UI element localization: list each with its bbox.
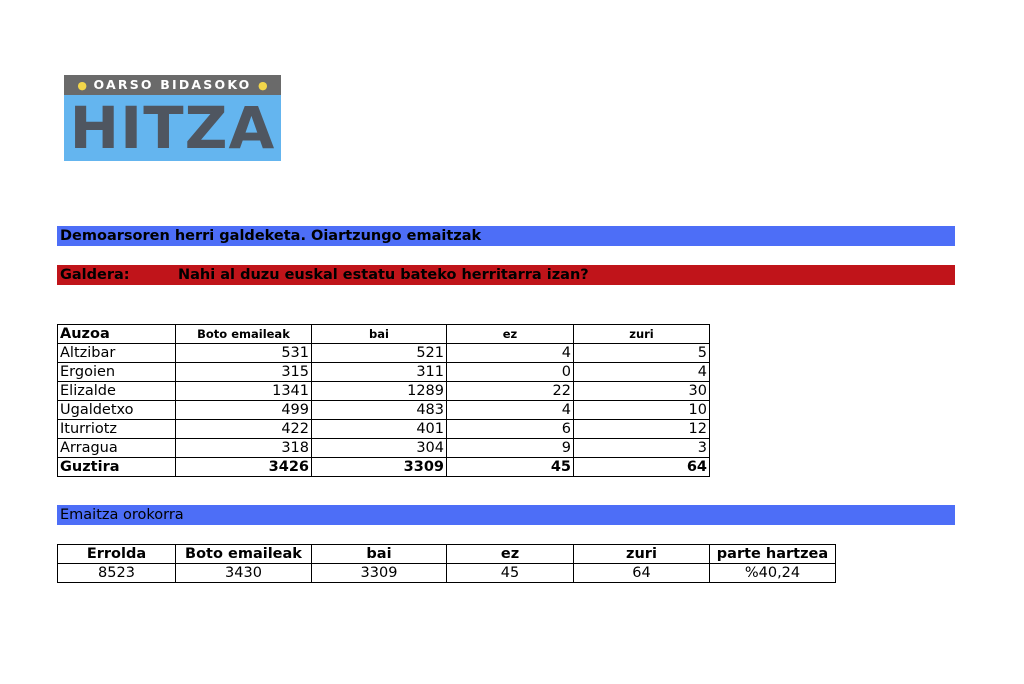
- column-header: bai: [312, 545, 447, 564]
- summary-bar: [57, 505, 955, 525]
- table-cell: 521: [312, 344, 447, 363]
- column-header: Boto emaileak: [176, 325, 312, 344]
- table-cell: 8523: [58, 564, 176, 583]
- table-row: [58, 401, 710, 420]
- table-row: [58, 439, 710, 458]
- table-cell: 0: [447, 363, 574, 382]
- table-cell: 3: [574, 439, 710, 458]
- logo-main-text: HITZA: [69, 94, 276, 162]
- results-table: [57, 324, 710, 477]
- table-cell: 3309: [312, 564, 447, 583]
- logo-top-text: OARSO BIDASOKO: [93, 77, 252, 92]
- table-cell: 4: [574, 363, 710, 382]
- table-cell: 64: [574, 564, 710, 583]
- column-header: zuri: [574, 325, 710, 344]
- table-cell: Ugaldetxo: [58, 401, 176, 420]
- table-row: [58, 344, 710, 363]
- table-cell: 5: [574, 344, 710, 363]
- table-row: [58, 564, 836, 583]
- table-cell: 64: [574, 458, 710, 477]
- table-cell: 45: [447, 564, 574, 583]
- table-cell: 10: [574, 401, 710, 420]
- hitza-logo: [64, 75, 281, 161]
- question-label: Galdera:: [60, 267, 130, 283]
- table-cell: 3430: [176, 564, 312, 583]
- table-cell: 12: [574, 420, 710, 439]
- table-cell: 45: [447, 458, 574, 477]
- table-total-row: [58, 458, 710, 477]
- question-bar: [57, 265, 955, 285]
- table-cell: 315: [176, 363, 312, 382]
- table-cell: Arragua: [58, 439, 176, 458]
- summary-title: Emaitza orokorra: [60, 507, 184, 523]
- table-cell: 499: [176, 401, 312, 420]
- table-cell: 4: [447, 344, 574, 363]
- table-cell: 1289: [312, 382, 447, 401]
- table-row: [58, 420, 710, 439]
- table-cell: 4: [447, 401, 574, 420]
- table-cell: 304: [312, 439, 447, 458]
- page-title: Demoarsoren herri galdeketa. Oiartzungo emaitzak: [60, 228, 482, 244]
- column-header: ez: [447, 545, 574, 564]
- table-cell: 531: [176, 344, 312, 363]
- logo-dot-icon: ●: [258, 79, 268, 92]
- table-row: [58, 382, 710, 401]
- table-row: [58, 363, 710, 382]
- table-cell: 483: [312, 401, 447, 420]
- column-header: Auzoa: [58, 325, 176, 344]
- title-bar: [57, 226, 955, 246]
- table-cell: 1341: [176, 382, 312, 401]
- table-cell: 6: [447, 420, 574, 439]
- column-header: Boto emaileak: [176, 545, 312, 564]
- column-header: ez: [447, 325, 574, 344]
- table-header-row: [58, 545, 836, 564]
- column-header: parte hartzea: [710, 545, 836, 564]
- question-text: Nahi al duzu euskal estatu bateko herritarra izan?: [178, 267, 589, 283]
- column-header: zuri: [574, 545, 710, 564]
- table-header-row: [58, 325, 710, 344]
- table-cell: Ergoien: [58, 363, 176, 382]
- table-cell: Altzibar: [58, 344, 176, 363]
- table-cell: 3426: [176, 458, 312, 477]
- table-cell: 9: [447, 439, 574, 458]
- column-header: bai: [312, 325, 447, 344]
- logo-dot-icon: ●: [77, 79, 87, 92]
- logo-top-band: [64, 75, 281, 95]
- table-cell: Guztira: [58, 458, 176, 477]
- table-cell: 22: [447, 382, 574, 401]
- table-cell: Iturriotz: [58, 420, 176, 439]
- table-cell: 422: [176, 420, 312, 439]
- summary-table: [57, 544, 836, 583]
- table-cell: 3309: [312, 458, 447, 477]
- table-cell: Elizalde: [58, 382, 176, 401]
- table-cell: %40,24: [710, 564, 836, 583]
- table-cell: 30: [574, 382, 710, 401]
- table-cell: 311: [312, 363, 447, 382]
- column-header: Errolda: [58, 545, 176, 564]
- table-cell: 318: [176, 439, 312, 458]
- table-cell: 401: [312, 420, 447, 439]
